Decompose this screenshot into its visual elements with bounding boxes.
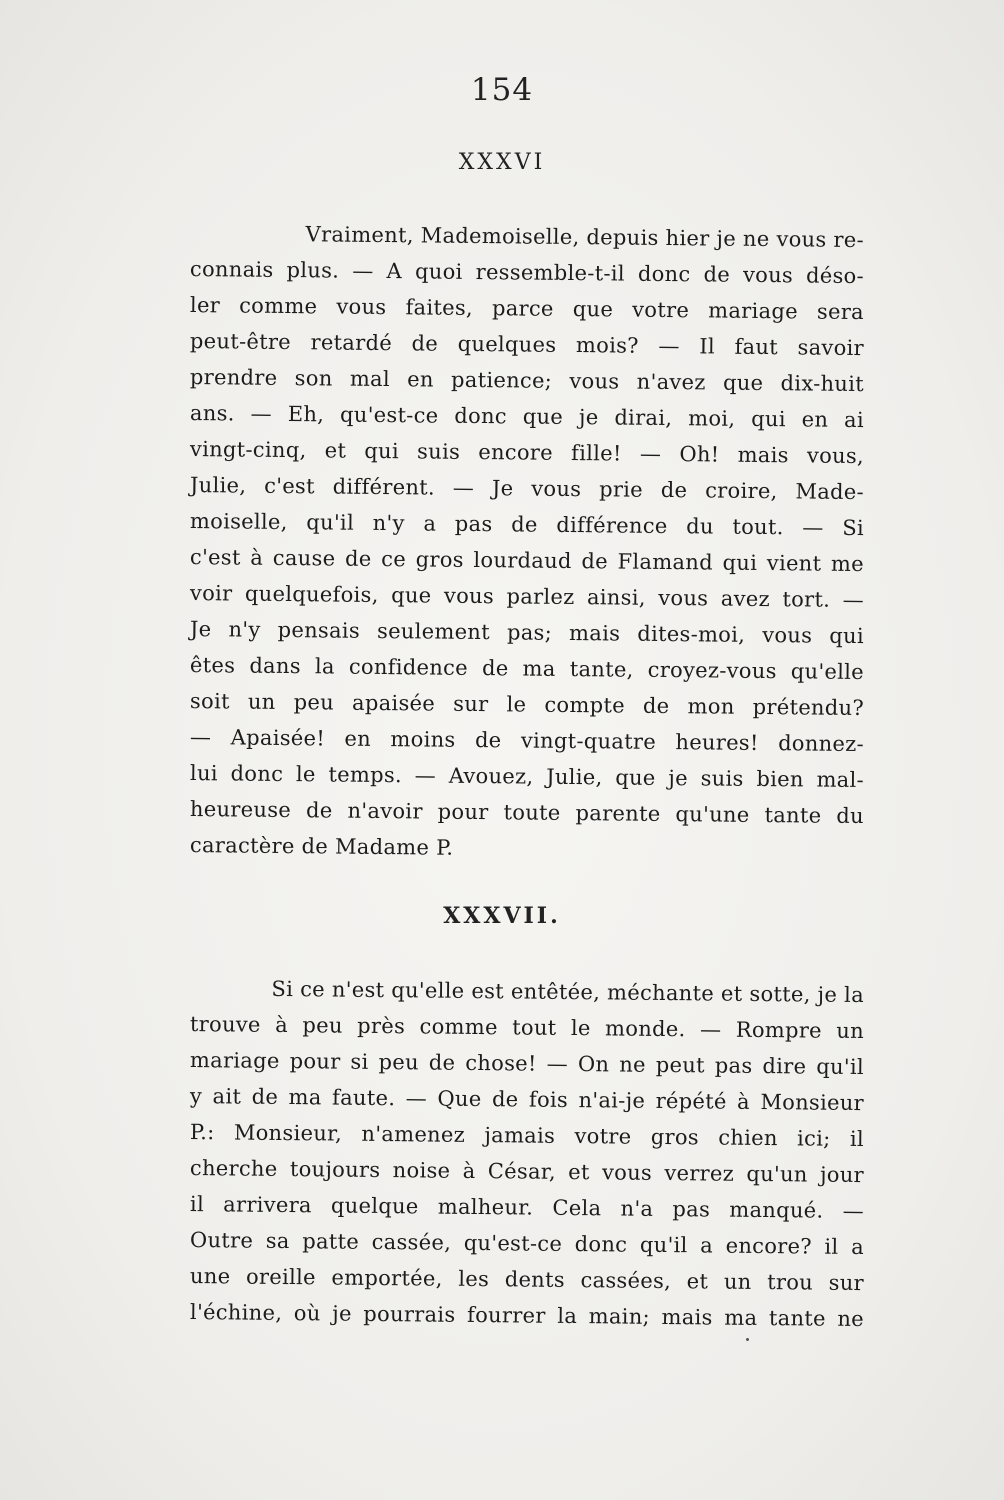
text-line: l'échine, où je pourrais fourrer la main; mais ma tante ne (189, 1300, 865, 1332)
text-line: connais plus. — A quoi ressemble-t-il donc de vous déso- (189, 257, 865, 289)
text-line: Vraiment, Mademoiselle, depuis hier je ne vous re- (305, 222, 865, 253)
text-line: c'est à cause de ce gros lourdaud de Flamand qui vient me (189, 545, 865, 577)
text-line: caractère de Madame P. (189, 833, 454, 860)
text-line: Je n'y pensais seulement pas; mais dites-moi, vous qui (189, 617, 865, 649)
text-line: une oreille emportée, les dents cassées, et un trou sur (189, 1264, 865, 1296)
text-line: vingt-cinq, et qui suis encore fille! — Oh! mais vous, (189, 437, 865, 469)
text-line: — Apaisée! en moins de vingt-quatre heures! donnez- (189, 725, 865, 757)
text-line: soit un peu apaisée sur le compte de mon prétendu? (189, 689, 865, 721)
text-line: prendre son mal en patience; vous n'avez que dix-huit (189, 365, 865, 397)
text-line: voir quelquefois, que vous parlez ainsi, vous avez tort. — (189, 581, 865, 613)
text-line: moiselle, qu'il n'y a pas de différence du tout. — Si (189, 509, 865, 541)
text-line: ans. — Eh, qu'est-ce donc que je dirai, moi, qui en ai (189, 401, 865, 433)
text-line: cherche toujours noise à César, et vous verrez qu'un jour (189, 1156, 865, 1188)
text-line: y ait de ma faute. — Que de fois n'ai-je répété à Monsieur (189, 1084, 865, 1116)
text-line: Si ce n'est qu'elle est entêtée, méchante et sotte, je la (271, 976, 865, 1008)
section-heading-xxxvii: XXXVII. (443, 903, 561, 929)
page-number: 154 (470, 72, 534, 108)
text-line: trouve à peu près comme tout le monde. — Rompre un (189, 1012, 865, 1044)
text-line: mariage pour si peu de chose! — On ne peut pas dire qu'il (189, 1048, 865, 1080)
text-line: heureuse de n'avoir pour toute parente qu'une tante du (189, 797, 865, 829)
text-line: il arrivera quelque malheur. Cela n'a pas manqué. — (189, 1192, 865, 1224)
section-text-xxxvi (190, 215, 864, 863)
section-heading-xxxvi: XXXVI (458, 150, 546, 175)
section-text-xxxvii (190, 970, 864, 1330)
text-line: lui donc le temps. — Avouez, Julie, que je suis bien mal- (189, 761, 865, 793)
text-line: Outre sa patte cassée, qu'est-ce donc qu'il a encore? il a (189, 1228, 865, 1260)
text-line: êtes dans la confidence de ma tante, croyez-vous qu'elle (189, 653, 865, 685)
text-line: peut-être retardé de quelques mois? — Il faut savoir (189, 329, 865, 361)
text-line: ler comme vous faites, parce que votre mariage sera (189, 293, 865, 325)
text-line: P.: Monsieur, n'amenez jamais votre gros chien ici; il (189, 1120, 865, 1152)
text-line: Julie, c'est différent. — Je vous prie de croire, Made- (189, 473, 865, 505)
print-speck (746, 1338, 749, 1341)
